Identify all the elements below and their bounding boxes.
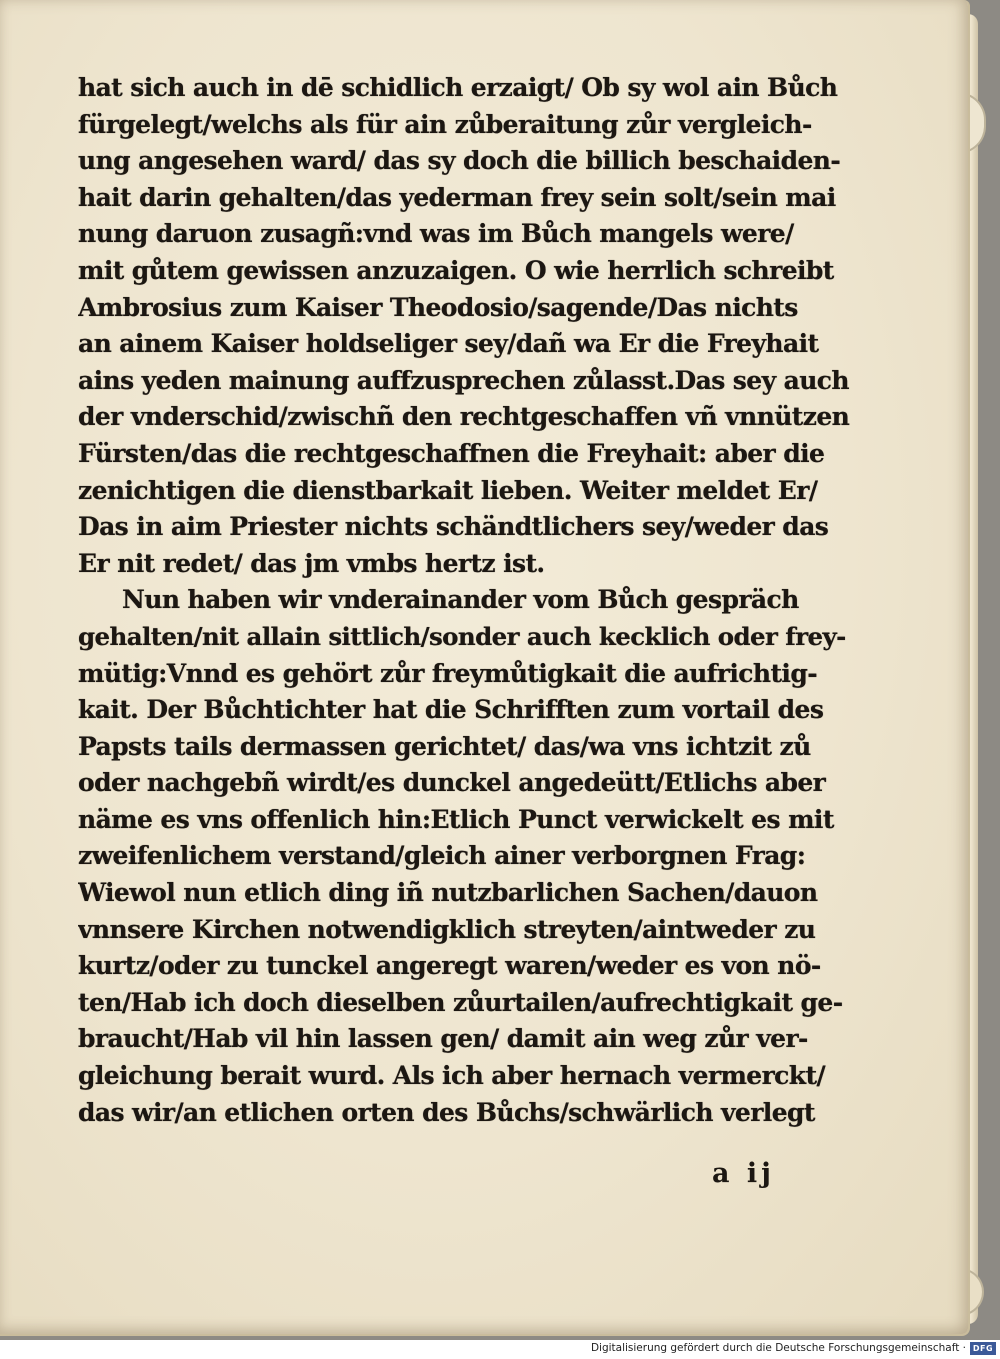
text-line: an ainem Kaiser holdseliger sey/dañ wa Er die Freyhait (78, 329, 819, 359)
footer-credit: Digitalisierung gefördert durch die Deutsche Forschungsgemeinschaft · (590, 1342, 966, 1354)
text-line: Papsts tails dermassen gerichtet/ das/wa vns ichtzit zů (78, 731, 811, 761)
text-line: oder nachgebñ wirdt/es dunckel angedeütt/Etlichs aber (78, 768, 826, 798)
dfg-logo: DFG (970, 1342, 996, 1355)
text-line: gehalten/nit allain sittlich/sonder auch kecklich oder frey- (78, 621, 846, 651)
text-line: gleichung berait wurd. Als ich aber hernach vermerckt/ (78, 1061, 825, 1091)
text-line: kurtz/oder zu tunckel angeregt waren/weder es von nö- (78, 951, 821, 981)
text-line: Nun haben wir vnderainander vom Bůch gespräch (122, 585, 799, 615)
text-line: ten/Hab ich doch dieselben zůurtailen/aufrechtigkait ge- (78, 987, 843, 1017)
text-line: Ambrosius zum Kaiser Theodosio/sagende/Das nichts (78, 292, 798, 322)
text-line: mütig:Vnnd es gehört zůr freymůtigkait die aufrichtig- (78, 658, 817, 688)
page-text (78, 70, 860, 1131)
text-line: der vnderschid/zwischñ den rechtgeschaffen vñ vnnützen (78, 402, 850, 432)
text-line: hait darin gehalten/das yederman frey sein solt/sein mai (78, 182, 836, 212)
text-line: Wiewol nun etlich ding iñ nutzbarlichen Sachen/dauon (78, 878, 818, 908)
text-line: braucht/Hab vil hin lassen gen/ damit ain weg zůr ver- (78, 1024, 808, 1054)
text-line: Fürsten/das die rechtgeschaffnen die Freyhait: aber die (78, 438, 825, 468)
text-line: Das in aim Priester nichts schändtlichers sey/weder das (78, 512, 829, 542)
text-line: das wir/an etlichen orten des Bůchs/schwärlich verlegt (78, 1097, 815, 1127)
text-line: ains yeden mainung auffzusprechen zůlasst.Das sey auch (78, 365, 849, 395)
text-line: fürgelegt/welchs als für ain zůberaitung zůr vergleich- (78, 109, 812, 139)
text-line: zenichtigen die dienstbarkait lieben. Weiter meldet Er/ (78, 475, 818, 505)
text-line: zweifenlichem verstand/gleich ainer verborgnen Frag: (78, 841, 806, 871)
signature-mark: a ij (712, 1158, 775, 1189)
text-line: näme es vns offenlich hin:Etlich Punct verwickelt es mit (78, 804, 834, 834)
text-line: vnnsere Kirchen notwendigklich streyten/aintweder zu (78, 914, 816, 944)
text-line: nung daruon zusagñ:vnd was im Bůch mangels were/ (78, 219, 794, 249)
text-line: mit gůtem gewissen anzuzaigen. O wie herrlich schreibt (78, 255, 834, 285)
text-line: Er nit redet/ das jm vmbs hertz ist. (78, 548, 545, 578)
text-line: kait. Der Bůchtichter hat die Schrifften zum vortail des (78, 695, 824, 725)
text-line: hat sich auch in dē schidlich erzaigt/ Ob sy wol ain Bůch (78, 73, 838, 102)
text-line: ung angesehen ward/ das sy doch die billich beschaiden- (78, 146, 841, 176)
